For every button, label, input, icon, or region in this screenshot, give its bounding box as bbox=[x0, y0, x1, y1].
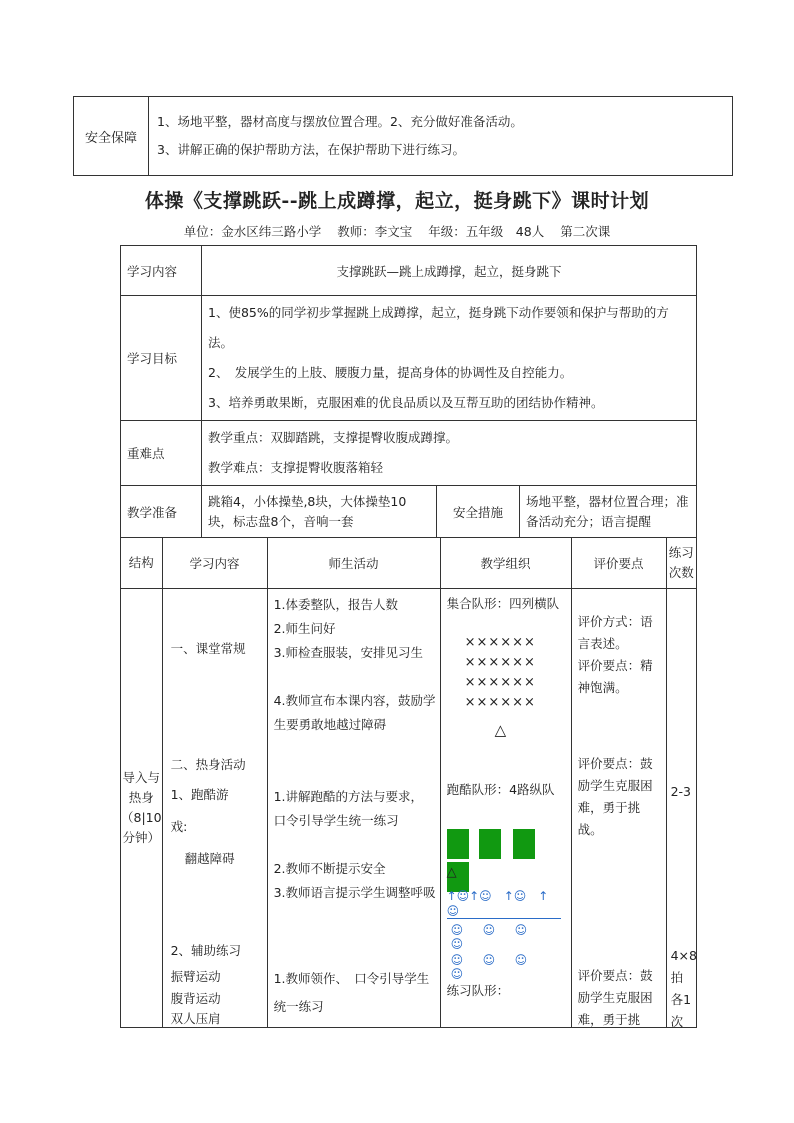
safety-line-2: 3、讲解正确的保护帮助方法，在保护帮助下进行练习。 bbox=[157, 142, 465, 157]
difficult-point: 教学难点：支撑提臀收腹落箱轻 bbox=[208, 460, 384, 475]
teacher-triangle-icon: △ bbox=[494, 721, 507, 739]
student-row-2 bbox=[451, 953, 571, 981]
eval-4: 评价要点：鼓励学生克服困难，勇于挑 bbox=[577, 968, 653, 1027]
organization-cell bbox=[440, 589, 571, 1028]
goals-cell bbox=[202, 296, 697, 421]
header-content: 学习内容 bbox=[162, 538, 267, 589]
smile-icon: ☺ bbox=[482, 953, 496, 967]
structure-cell: 导入与热身（8|10分钟） bbox=[121, 589, 163, 1028]
content-item-2c: 翻越障碍 bbox=[184, 851, 235, 866]
meta-teacher: 教师：李文宝 bbox=[337, 224, 413, 239]
content-cell bbox=[162, 589, 267, 1028]
activity-a2: 2.师生问好 bbox=[273, 621, 336, 636]
page-title: 体操《支撑跳跃--跳上成蹲撑，起立，挺身跳下》课时计划 bbox=[144, 190, 650, 212]
activity-cell bbox=[267, 589, 440, 1028]
obstacle-box-2 bbox=[479, 829, 501, 859]
activity-a3: 3.师检查服装，安排见习生 bbox=[273, 645, 423, 660]
key-point: 教学重点：双脚踏跳，支撑提臀收腹成蹲撑。 bbox=[208, 430, 459, 445]
activity-b1: 1.讲解跑酷的方法与要求， 口令引导学生统一练习 bbox=[273, 789, 430, 828]
content-item-2a: 1、跑酷游 bbox=[170, 787, 229, 802]
activity-a1: 1.体委整队，报告人数 bbox=[273, 597, 398, 612]
smile-icon: ☺ bbox=[450, 967, 464, 981]
goal-1: 1、使85%的同学初步掌握跳上成蹲撑，起立，挺身跳下动作要领和保护与帮助的方法。 bbox=[208, 305, 669, 350]
count-cell bbox=[666, 589, 696, 1028]
activity-c1: 1.教师领作、 口令引导学生统一练习 bbox=[273, 971, 430, 1014]
run-arrows: ↑☺↑☺ ↑☺ ↑☺ bbox=[447, 887, 561, 919]
smile-icon: ☺ bbox=[482, 923, 496, 937]
org-x-row-1: ×××××× bbox=[464, 635, 536, 650]
measures-label: 安全措施 bbox=[437, 486, 520, 538]
teacher-triangle-icon-2: △ bbox=[446, 865, 457, 880]
content-item-3a: 振臂运动 bbox=[170, 969, 221, 984]
goals-label: 学习目标 bbox=[121, 296, 202, 421]
obstacle-box-1 bbox=[447, 829, 469, 859]
header-structure: 结构 bbox=[121, 538, 163, 589]
evaluation-cell bbox=[571, 589, 666, 1028]
content-item-2b: 戏: bbox=[170, 819, 188, 834]
content-item-3b: 腹背运动 bbox=[170, 991, 221, 1006]
prep-value: 跳箱4，小体操垫,8块，大体操垫10块，标志盘8个，音响一套 bbox=[202, 486, 437, 538]
goal-3: 3、培养勇敢果断，克服困难的优良品质以及互帮互助的团结协作精神。 bbox=[208, 395, 604, 410]
safety-content bbox=[149, 97, 733, 176]
activity-a4: 4.教师宣布本课内容，鼓励学生要勇敢地越过障碍 bbox=[273, 693, 436, 732]
meta-unit: 单位：金水区纬三路小学 bbox=[183, 224, 322, 239]
key-cell bbox=[202, 421, 697, 486]
org-x-row-3: ×××××× bbox=[464, 675, 536, 690]
meta-grade: 年级：五年级 48人 bbox=[428, 224, 545, 239]
lesson-meta bbox=[0, 222, 794, 240]
org-formation-1: 集合队形：四列横队 bbox=[446, 596, 560, 611]
plan-info-table bbox=[120, 245, 697, 538]
key-label: 重难点 bbox=[121, 421, 202, 486]
org-formation-2: 跑酷队形：4路纵队 bbox=[446, 782, 555, 797]
header-evaluation: 评价要点 bbox=[571, 538, 666, 589]
content-item-2: 二、热身活动 bbox=[170, 757, 246, 772]
smile-icon: ☺ bbox=[450, 923, 464, 937]
activity-table bbox=[120, 537, 697, 1028]
eval-1: 评价方式：语言表述。 bbox=[577, 614, 653, 651]
smile-icon: ☺ bbox=[450, 937, 464, 951]
smile-icon: ☺ bbox=[450, 953, 464, 967]
content-value: 支撑跳跃—跳上成蹲撑，起立，挺身跳下 bbox=[202, 246, 697, 296]
obstacle-box-3 bbox=[513, 829, 535, 859]
eval-3: 评价要点：鼓励学生克服困难，勇于挑战。 bbox=[577, 756, 653, 837]
content-item-3c: 双人压肩 bbox=[170, 1011, 221, 1026]
org-formation-3: 练习队形： bbox=[446, 983, 510, 998]
eval-2: 评价要点：精神饱满。 bbox=[577, 658, 653, 695]
header-organization: 教学组织 bbox=[440, 538, 571, 589]
count-2: 4×8拍各1次 bbox=[670, 948, 697, 1029]
safety-line-1: 1、场地平整，器材高度与摆放位置合理。2、充分做好准备活动。 bbox=[157, 114, 523, 129]
content-label: 学习内容 bbox=[121, 246, 202, 296]
content-item-3: 2、辅助练习 bbox=[170, 943, 242, 958]
count-1: 2-3 bbox=[670, 784, 691, 799]
measures-value: 场地平整，器材位置合理；准备活动充分；语言提醒 bbox=[520, 486, 697, 538]
goal-2: 2、 发展学生的上肢、腰腹力量，提高身体的协调性及自控能力。 bbox=[208, 365, 573, 380]
meta-lesson: 第二次课 bbox=[560, 224, 611, 239]
safety-label: 安全保障 bbox=[74, 97, 149, 176]
activity-b3: 3.教师语言提示学生调整呼吸 bbox=[273, 885, 436, 900]
header-activity: 师生活动 bbox=[267, 538, 440, 589]
student-row-1 bbox=[451, 923, 571, 951]
prep-label: 教学准备 bbox=[121, 486, 202, 538]
org-x-row-2: ×××××× bbox=[464, 655, 536, 670]
header-count: 练习次数 bbox=[666, 538, 696, 589]
content-item-1: 一、课堂常规 bbox=[170, 641, 246, 656]
smile-icon: ☺ bbox=[514, 953, 528, 967]
obstacle-boxes bbox=[447, 829, 571, 895]
activity-b2: 2.教师不断提示安全 bbox=[273, 861, 386, 876]
safety-table bbox=[73, 96, 733, 176]
org-x-row-4: ×××××× bbox=[464, 695, 536, 710]
smile-icon: ☺ bbox=[514, 923, 528, 937]
